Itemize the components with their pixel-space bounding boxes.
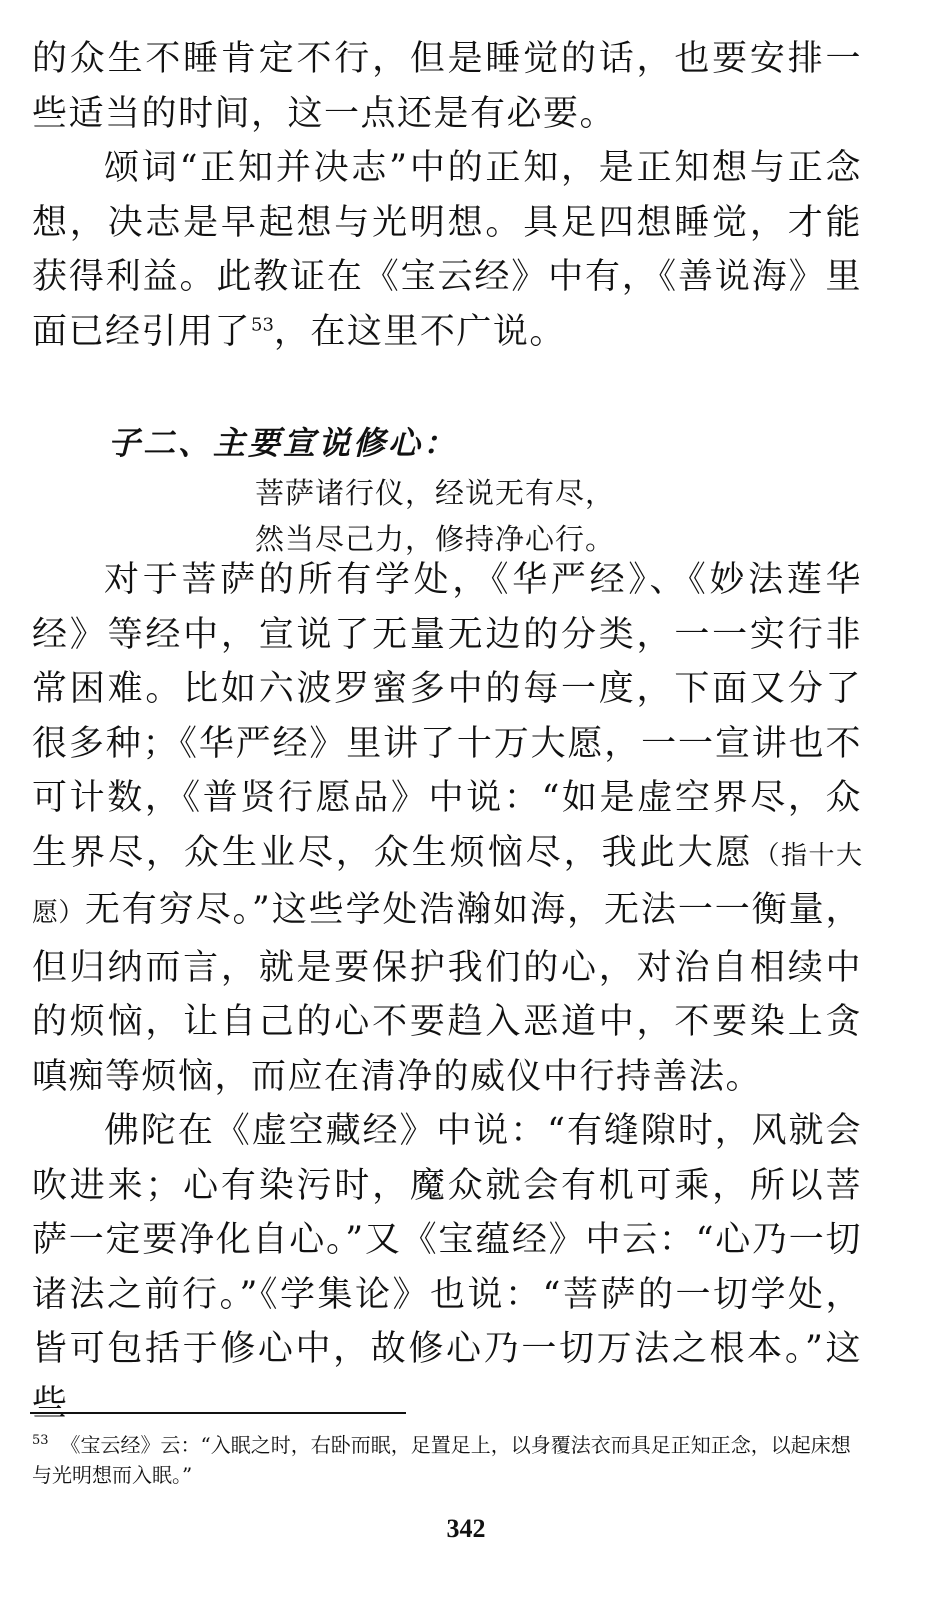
- verse-line: 然当尽己力，修持净心行。: [255, 522, 616, 556]
- footnote-reference[interactable]: 53: [251, 313, 274, 335]
- paragraph-text: ，在这里不广说。: [273, 311, 566, 352]
- footnote-divider: [30, 1412, 406, 1414]
- footnote-number: 53: [32, 1433, 49, 1449]
- section-heading: 子二、主要宣说修心：: [108, 424, 459, 462]
- footnote: [32, 1430, 862, 1490]
- paragraph-bodhisattva-trainings: [32, 553, 862, 1104]
- paragraph-text: 无有穷尽。”这些学处浩瀚如海，无法一一衡量，但归纳而言，就是要保护我们的心，对治自相续中的烦恼，让自己的心不要趋入恶道中，不要染上贪嗔痴等烦恼，而应在清净的威仪中行持善法。: [32, 890, 862, 1097]
- paragraph-four-thoughts: [32, 141, 862, 359]
- inline-note: （指十大愿）: [32, 840, 862, 928]
- verse-line: 菩萨诸行仪，经说无有尽，: [255, 476, 616, 510]
- paragraph-text: 颂词“正知并决志”中的正知，是正知想与正念想，决志是早起想与光明想。具足四想睡觉，才能获得利益。此教证在《宝云经》中有，《善说海》里面已经引用了: [32, 148, 862, 352]
- paragraph-mind-training: 佛陀在《虚空藏经》中说：“有缝隙时，风就会吹进来；心有染污时，魔众就会有机可乘，所以菩萨一定要净化自心。”又《宝蕴经》中云：“心乃一切诸法之前行。”《学集论》也说：“菩萨的一切学处，皆可包括于修心中，故修心乃一切万法之根本。”这些: [32, 1111, 862, 1424]
- footnote-text: 《宝云经》云：“入眠之时，右卧而眠，足置足上，以身覆法衣而具足正知正念，以起床想与光明想而入眠。”: [32, 1433, 851, 1487]
- paragraph-text: 对于菩萨的所有学处，《华严经》、《妙法莲华经》等经中，宣说了无量无边的分类，一一实行非常困难。比如六波罗蜜多中的每一度，下面又分了很多种；《华严经》里讲了十万大愿，一一宣讲也不可计数，《普贤行愿品》中说：“如是虚空界尽，众生界尽，众生业尽，众生烦恼尽，我此大愿: [32, 560, 862, 873]
- top-text-block: [32, 32, 862, 359]
- page-number: 342: [446, 1514, 486, 1543]
- root-verse: [255, 470, 615, 562]
- paragraph-continued: 的众生不睡肯定不行，但是睡觉的话，也要安排一些适当的时间，这一点还是有必要。: [32, 39, 862, 134]
- main-text-block: [32, 553, 862, 1431]
